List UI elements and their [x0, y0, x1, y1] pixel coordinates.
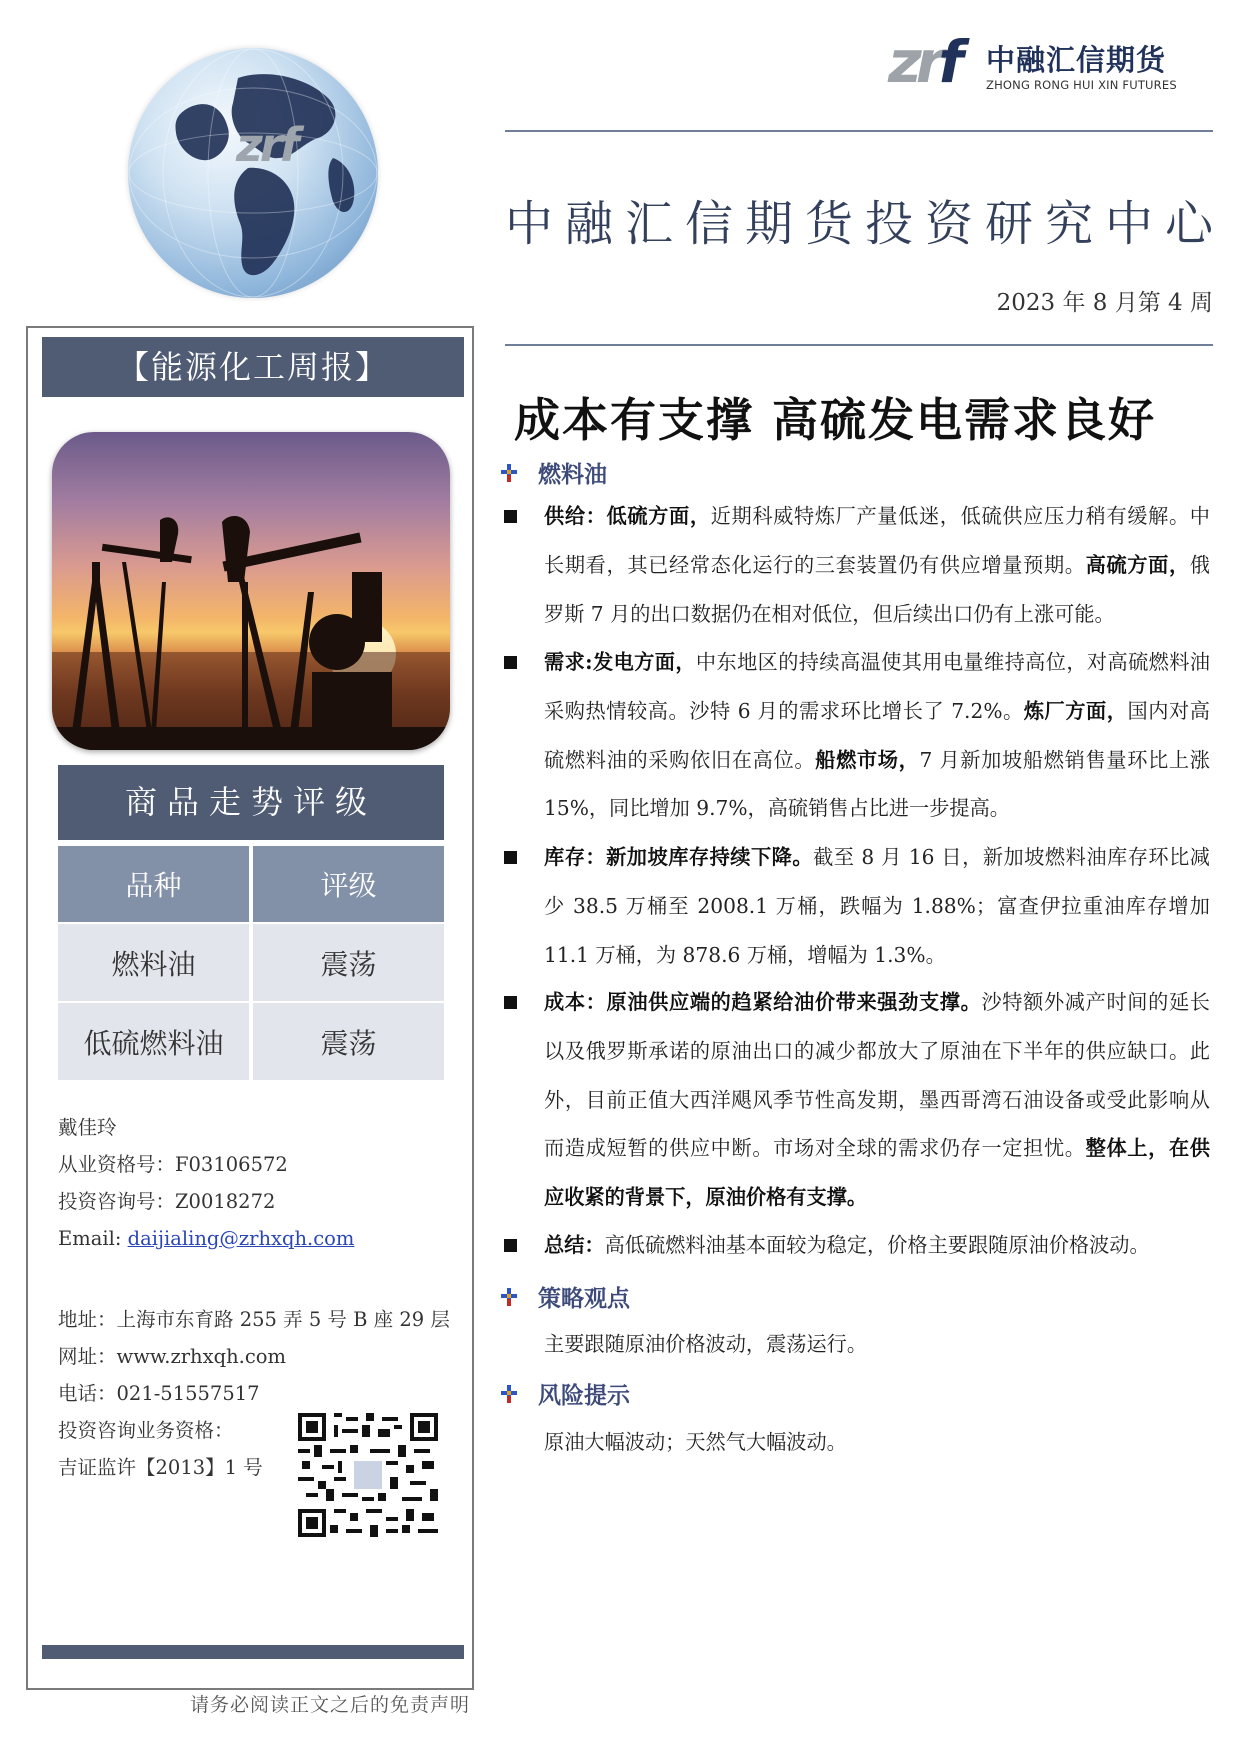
section-header-strategy: [500, 1280, 630, 1313]
company-license-label: 投资咨询业务资格：: [58, 1419, 234, 1442]
bullet-lead: 炼厂方面，: [1023, 698, 1128, 723]
disclaimer-note: 请务必阅读正文之后的免责声明: [190, 1694, 471, 1716]
bullet-marker: [504, 656, 517, 669]
globe-image: [128, 48, 378, 298]
globe-logo-mark: zrf: [236, 118, 297, 172]
table-row: [58, 1001, 444, 1080]
section-title: 策略观点: [538, 1285, 630, 1312]
rating-cell-rating: 震荡: [253, 1001, 444, 1080]
bullet-lead: 库存：新加坡库存持续下降。: [544, 845, 814, 869]
bullet-lead: 船燃市场，: [815, 747, 920, 772]
company-phone: 电话：021-51557517: [58, 1382, 260, 1405]
oil-pump-photo: [52, 432, 450, 750]
risk-text: 原油大幅波动；天然气大幅波动。: [544, 1430, 847, 1454]
bullet-marker: [504, 851, 517, 864]
bullet-marker: [504, 1239, 517, 1252]
rating-section-title: 商品走势评级: [58, 765, 444, 840]
bullet-text: 近期科威特炼厂产量低迷，低硫供应压力稍有缓解。中长期看，其已经常态化运行的三套装置仍有供应增量预期。: [544, 504, 1210, 577]
email-label: Email:: [58, 1227, 128, 1250]
strategy-text: 主要跟随原油价格波动，震荡运行。: [544, 1332, 868, 1356]
bullet-inventory: [544, 833, 1210, 979]
rating-cell-commodity: 低硫燃料油: [58, 1001, 253, 1080]
rating-header-commodity: 品种: [58, 846, 253, 922]
bullet-lead: 需求:发电方面，: [544, 650, 696, 674]
bullet-text: 国内对高硫燃料油的采购依旧在高位。: [544, 698, 1210, 772]
bullet-supply: [544, 492, 1210, 638]
qr-code-icon: [298, 1413, 438, 1537]
table-row: [58, 922, 444, 1001]
section-marker-icon: [500, 463, 520, 483]
header-divider-bottom: [505, 344, 1213, 346]
company-website: 网址：www.zrhxqh.com: [58, 1345, 287, 1368]
analyst-consult-no: 投资咨询号：Z0018272: [58, 1190, 276, 1213]
brand-name-en: ZHONG RONG HUI XIN FUTURES: [986, 78, 1177, 92]
report-type-banner: 【能源化工周报】: [42, 337, 464, 397]
sidebar-footer-bar: [42, 1645, 464, 1659]
email-link[interactable]: daijialing@zrhxqh.com: [127, 1227, 355, 1250]
rating-table-header-row: [58, 846, 444, 922]
bullet-lead: 供给：低硫方面，: [544, 504, 711, 528]
brand-logo-mark: zrf: [888, 28, 958, 96]
analyst-qualification: 从业资格号：F03106572: [58, 1153, 288, 1176]
bullet-lead: 总结：: [544, 1233, 605, 1257]
report-headline: 成本有支撑 高硫发电需求良好: [514, 393, 1157, 447]
bullet-demand: [544, 638, 1210, 833]
company-license: 吉证监许【2013】1 号: [58, 1456, 263, 1479]
rating-table: [58, 846, 444, 1080]
header-divider-top: [505, 130, 1213, 132]
section-header-fuel-oil: [500, 456, 607, 489]
section-header-risk: [500, 1377, 630, 1410]
brand-name-cn: 中融汇信期货: [986, 43, 1167, 77]
bullet-summary: [544, 1221, 1210, 1270]
bullet-text: 7 月新加坡船燃销售量环比上涨 15%，同比增加 9.7%，高硫销售占比进一步提高。: [544, 747, 1210, 821]
section-title: 风险提示: [538, 1382, 630, 1409]
analyst-email-line: [58, 1220, 354, 1257]
section-title: 燃料油: [538, 461, 607, 488]
section-marker-icon: [500, 1384, 520, 1404]
bullet-marker: [504, 510, 517, 523]
company-address: 地址：上海市东育路 255 弄 5 号 B 座 29 层: [58, 1308, 450, 1331]
rating-header-rating: 评级: [253, 846, 444, 922]
bullet-text: 中东地区的持续高温使其用电量维持高位，对高硫燃料油采购热情较高。沙特 6 月的需求环比增长了 7.2%。: [544, 650, 1210, 723]
brand-logo: [888, 30, 1188, 100]
analyst-name: 戴佳玲: [58, 1116, 117, 1139]
bullet-text: 俄罗斯 7 月的出口数据仍在相对低位，但后续出口仍有上涨可能。: [544, 552, 1210, 626]
bullet-cost: [544, 978, 1210, 1222]
bullet-text: 截至 8 月 16 日，新加坡燃料油库存环比减少 38.5 万桶至 2008.1 万桶，跌幅为 1.88%；富查伊拉重油库存增加 11.1 万桶，为 878.6 万桶，增幅为 1.3%。: [544, 845, 1210, 967]
center-title: 中融汇信期货投资研究中心: [505, 196, 1226, 252]
bullet-lead: 高硫方面，: [1085, 552, 1190, 577]
bullet-marker: [504, 996, 517, 1009]
rating-cell-commodity: 燃料油: [58, 922, 253, 1001]
bullet-lead: 成本：原油供应端的趋紧给油价带来强劲支撑。: [544, 990, 982, 1014]
issue-date: 2023 年 8 月第 4 周: [996, 290, 1213, 316]
section-marker-icon: [500, 1287, 520, 1307]
bullet-text: 沙特额外减产时间的延长以及俄罗斯承诺的原油出口的减少都放大了原油在下半年的供应缺口。此外，目前正值大西洋飓风季节性高发期，墨西哥湾石油设备或受此影响从而造成短暂的供应中断。市场对全球的需求仍存一定担忧。: [544, 990, 1210, 1161]
analyst-info: [58, 1109, 354, 1257]
rating-cell-rating: 震荡: [253, 922, 444, 1001]
bullet-text: 高低硫燃料油基本面较为稳定，价格主要跟随原油价格波动。: [604, 1233, 1150, 1257]
bullet-lead: 整体上，在供应收紧的背景下，原油价格有支撑。: [544, 1136, 1210, 1210]
